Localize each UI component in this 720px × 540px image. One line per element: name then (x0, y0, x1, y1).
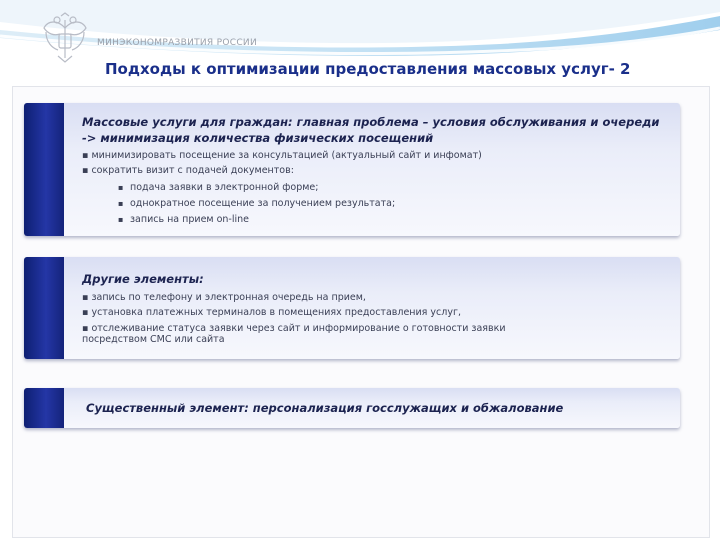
ministry-name: МИНЭКОНОМРАЗВИТИЯ РОССИИ (97, 38, 257, 48)
list-item: ▪ установка платежных терминалов в помещениях предоставления услуг, (82, 307, 461, 318)
list-item: ▪ отслеживание статуса заявки через сайт и информирование о готовности заявки посредством СМС или сайта (82, 323, 506, 345)
card-essential-element (24, 388, 680, 428)
emblem-icon (40, 12, 90, 66)
card-accent-bar (24, 257, 64, 359)
card-accent-bar (24, 103, 64, 236)
card-heading: Массовые услуги для граждан: главная проблема – условия обслуживания и очереди -> минимизация количества физических посещений (82, 115, 660, 145)
card-body (82, 114, 668, 228)
card-body (86, 400, 668, 416)
sub-list-item: ▪ однократное посещение за получением результата; (82, 196, 668, 212)
list-item: ▪ запись по телефону и электронная очередь на прием, (82, 292, 366, 303)
card-body (82, 271, 570, 345)
page-title: Подходы к оптимизации предоставления массовых услуг- 2 (105, 60, 631, 78)
card-mass-services (24, 103, 680, 236)
sub-list-item: ▪ подача заявки в электронной форме; (82, 180, 668, 196)
card-other-elements (24, 257, 680, 359)
card-heading: Существенный элемент: персонализация госслужащих и обжалование (86, 401, 564, 415)
card-accent-bar (24, 388, 64, 428)
list-item: ▪ минимизировать посещение за консультацией (актуальный сайт и инфомат) (82, 150, 482, 161)
list-item: ▪ сократить визит с подачей документов: (82, 165, 294, 176)
sub-list-item: ▪ запись на прием on-line (82, 212, 668, 228)
card-heading: Другие элементы: (82, 272, 204, 286)
